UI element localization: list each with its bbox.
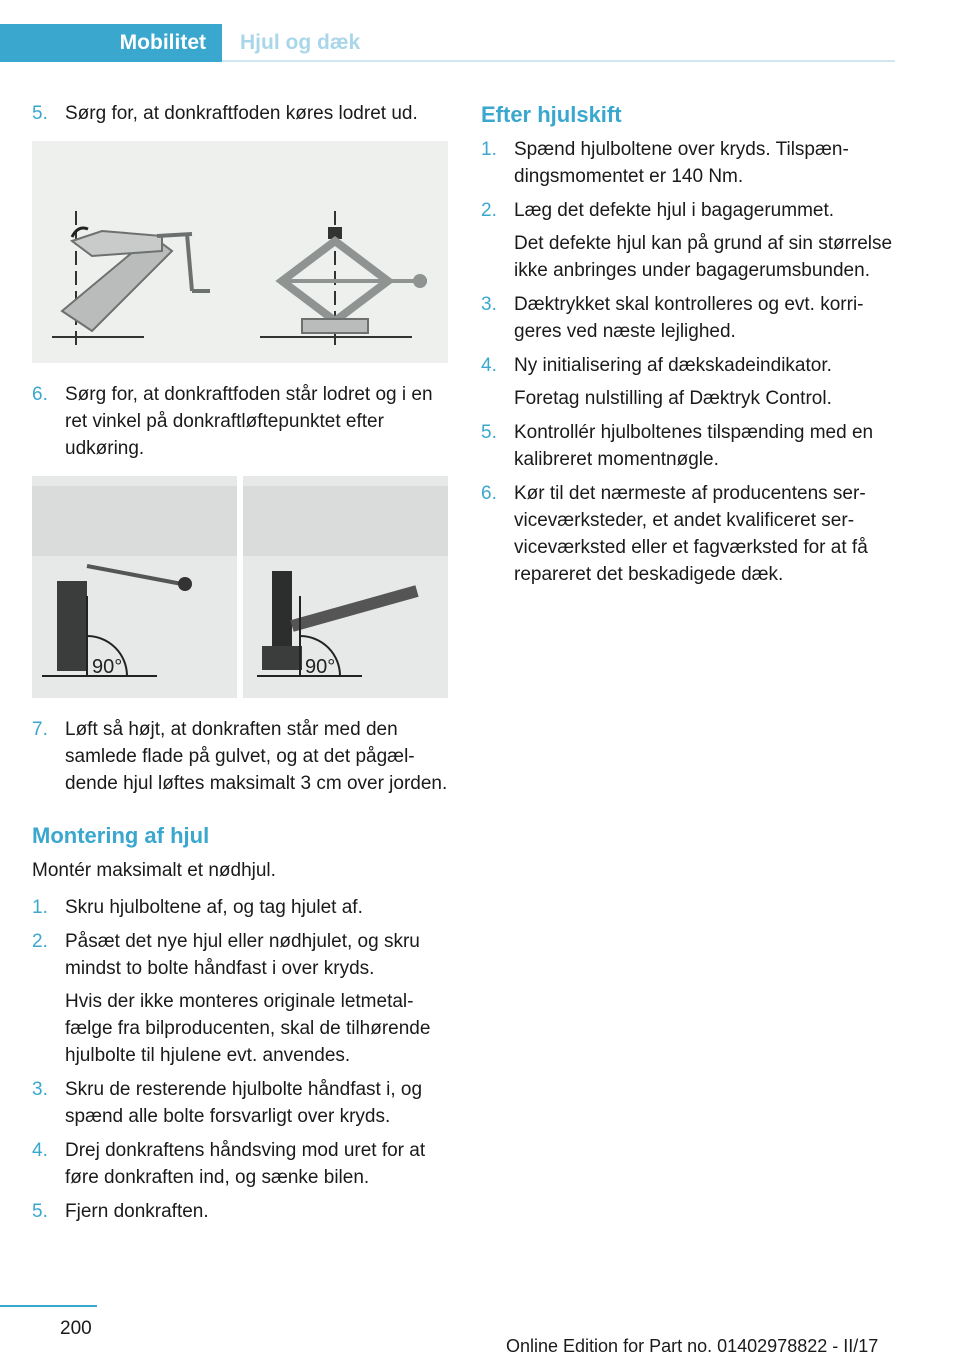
step-text: Kør til det nærmeste af producentens serviceværksteder, et andet kvalificeret serviceværksted eller et fagværksted for at få repareret det beskadigede dæk. — [514, 483, 868, 585]
step-item — [32, 894, 448, 921]
step-item — [32, 1076, 448, 1130]
angle-label: 90° — [92, 656, 123, 678]
step-item — [32, 100, 448, 127]
header-rule — [222, 60, 895, 62]
step-item — [32, 1137, 448, 1191]
step-number: 3. — [481, 294, 497, 315]
angle-label: 90° — [305, 656, 336, 678]
step-item — [481, 291, 901, 345]
header-section: Mobilitet — [0, 24, 222, 62]
step-number: 2. — [481, 200, 497, 221]
step-item — [32, 381, 448, 462]
step-number: 6. — [481, 483, 497, 504]
page-number: 200 — [60, 1318, 92, 1339]
jack-extension-drawing — [32, 141, 448, 363]
jack-angle-illustration — [32, 476, 448, 698]
step-text: Spænd hjulboltene over kryds. Tilspændingsmomentet er 140 Nm. — [514, 139, 849, 187]
step-item — [32, 928, 448, 1069]
step-number: 6. — [32, 384, 48, 405]
step-number: 5. — [481, 422, 497, 443]
step-note: Foretag nulstilling af Dæktryk Control. — [514, 388, 832, 409]
step-number: 1. — [481, 139, 497, 160]
step-item — [481, 419, 901, 473]
step-number: 3. — [32, 1079, 48, 1100]
section-heading: Montering af hjul — [32, 823, 210, 848]
step-text: Ny initialisering af dækskadeindikator. — [514, 355, 832, 376]
step-number: 5. — [32, 103, 48, 124]
step-text: Drej donkraftens håndsving mod uret for at føre donkraften ind, og sænke bilen. — [65, 1140, 426, 1188]
step-item — [481, 352, 901, 412]
step-number: 2. — [32, 931, 48, 952]
step-text: Fjern donkraften. — [65, 1201, 209, 1222]
step-number: 7. — [32, 719, 48, 740]
step-text: Påsæt det nye hjul eller nødhjulet, og skru mindst to bolte håndfast i over kryds. — [65, 931, 420, 979]
step-item — [481, 136, 901, 190]
step-text: Sørg for, at donkraftfoden køres lodret ud. — [65, 103, 418, 124]
step-note: Hvis der ikke monteres originale letmetalfælge fra bilproducenten, skal de tilhørende hjulbolte til hjulene evt. anvendes. — [65, 991, 431, 1066]
step-note: Det defekte hjul kan på grund af sin størrelse ikke anbringes under bagagerumsbunden. — [514, 233, 893, 281]
step-text: Løft så højt, at donkraften står med den samlede flade på gulvet, og at det pågældende hjul løftes maksimalt 3 cm over jorden. — [65, 719, 448, 794]
step-item — [481, 197, 901, 284]
step-text: Skru de resterende hjulbolte håndfast i, og spænd alle bolte forsvarligt over kryds. — [65, 1079, 423, 1127]
right-column — [481, 100, 901, 595]
step-text: Sørg for, at donkraftfoden står lodret og i en ret vinkel på donkraftløftepunktet efter udkøring. — [65, 384, 433, 459]
step-text: Læg det defekte hjul i bagagerummet. — [514, 200, 835, 221]
step-item — [32, 1198, 448, 1225]
step-text: Skru hjulboltene af, og tag hjulet af. — [65, 897, 363, 918]
header-subsection: Hjul og dæk — [240, 31, 361, 54]
footer-rule — [0, 1305, 97, 1307]
section-intro: Montér maksimalt et nødhjul. — [32, 860, 276, 881]
step-number: 4. — [32, 1140, 48, 1161]
left-column — [32, 100, 448, 1232]
step-item — [481, 480, 901, 588]
jack-angle-drawing — [32, 476, 448, 698]
step-number: 1. — [32, 897, 48, 918]
jack-extension-illustration — [32, 141, 448, 363]
step-number: 4. — [481, 355, 497, 376]
step-text: Kontrollér hjulboltenes tilspænding med en kalibreret momentnøgle. — [514, 422, 874, 470]
step-text: Dæktrykket skal kontrolleres og evt. korrigeres ved næste lejlighed. — [514, 294, 864, 342]
edition-note: Online Edition for Part no. 01402978822 - II/17 — [506, 1336, 879, 1356]
step-item — [32, 716, 448, 797]
section-heading: Efter hjulskift — [481, 102, 622, 127]
page-header — [0, 24, 895, 62]
step-number: 5. — [32, 1201, 48, 1222]
